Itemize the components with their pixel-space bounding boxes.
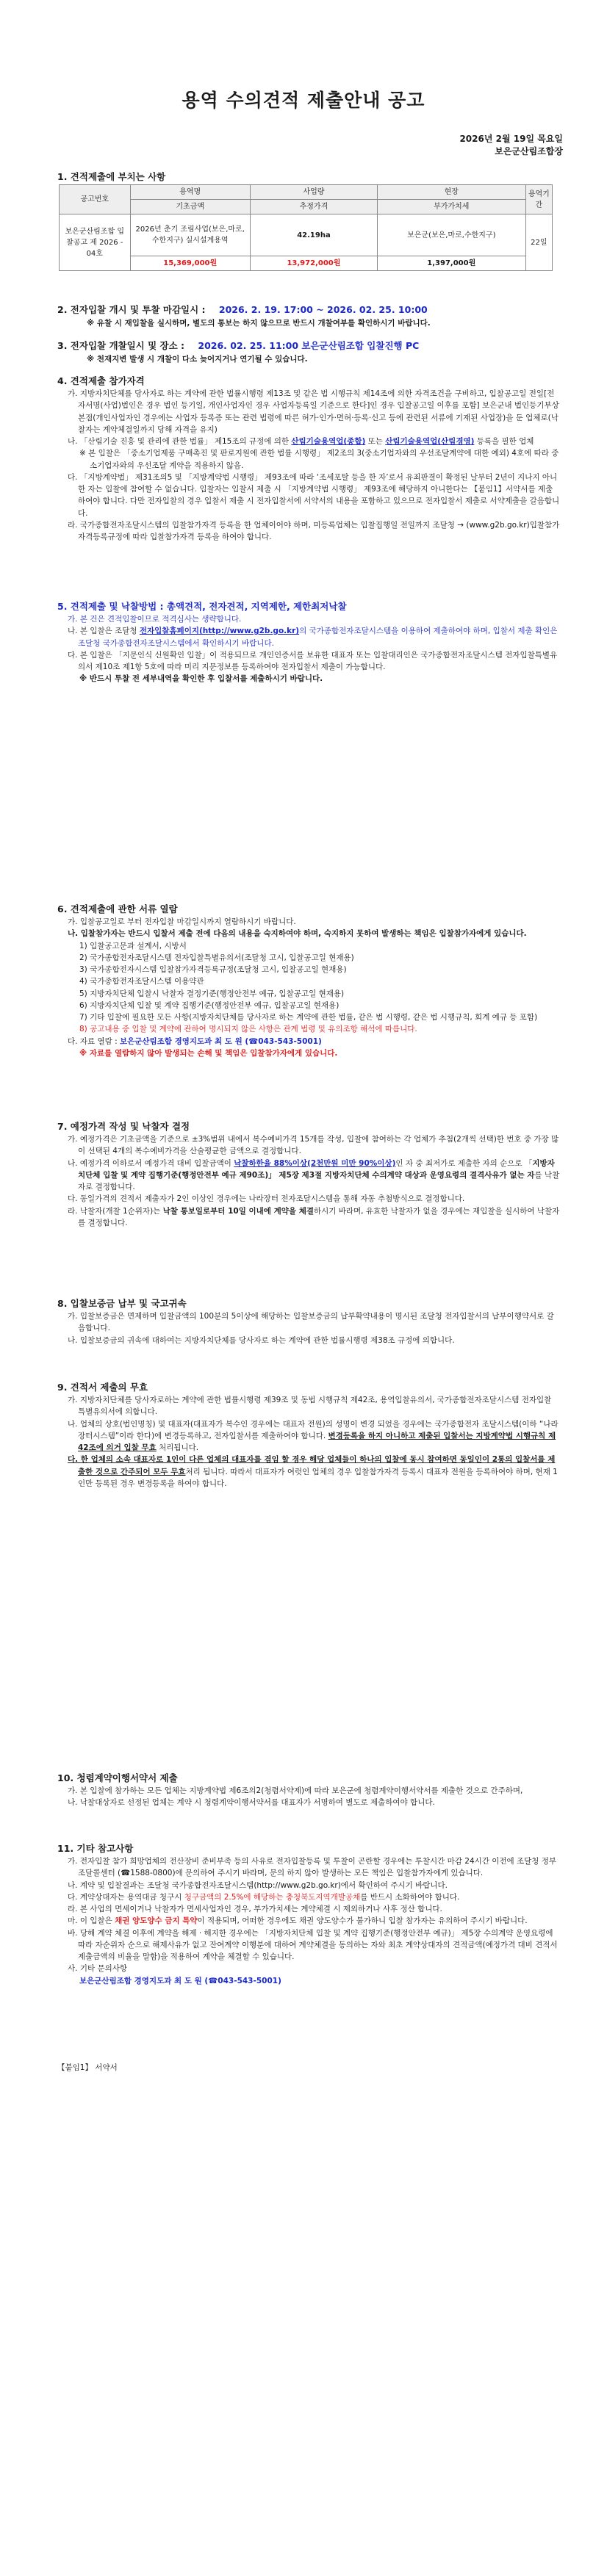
s4-item-ra: 라. 국가종합전자조달시스템의 입찰참가자격 등록을 한 업체이어야 하며, 미등록업체는 입찰집행일 전일까지 조달청 → (www.g2b.go.kr)입찰참가자격등록규정에 따라 입찰참가자격 등록을 하여야 합니다.: [68, 520, 560, 542]
s5-item-da: 다. 본 입찰은 「지문인식 신원확인 입찰」이 적용되므로 개인인증서를 보유한 대표자 또는 입찰대리인은 국가종합전자조달시스템 전자입찰특별유의서 제10조 제1항 5호에 따라 미리 지문정보를 등록하여야 전자입찰서 제출이 가능합니다.: [68, 650, 558, 672]
section-6-heading: 6. 견적제출에 관한 서류 열람: [57, 903, 178, 914]
cell-service-name: 2026년 춘기 조림사업(보은,마로,수한지구) 실시설계용역: [130, 214, 250, 256]
section-4-body: [68, 388, 560, 543]
opening-datetime-place: 2026. 02. 25. 11:00 보은군산림조합 입찰진행 PC: [198, 340, 420, 351]
s7-item-ga: 가. 예정가격은 기초금액을 기준으로 ±3%범위 내에서 복수예비가격 15개를 작성, 입찰에 참여하는 각 업체가 추첨(2개씩 선택)한 번호 중 가장 많이 선택된 4개의 복수예비가격을 산술평균한 금액으로 결정합니다.: [68, 1135, 559, 1156]
section-11-heading: 11. 기타 참고사항: [57, 1843, 134, 1854]
s4-note: ※ 본 입찰은 「중소기업제품 구매촉진 및 판로지원에 관한 법률 시행령」 제2조의 3(중소기업자와의 우선조달계약에 대한 예외) 4호에 따라 중소기업자와의 우선조달 계약을 적용하지 않음.: [79, 449, 559, 470]
section-6-body: [68, 916, 560, 1059]
s11-item-ga: 가. 전자입찰 참가 희망업체의 전산장비 준비부족 등의 사유로 전자입찰등록 및 투찰이 곤란할 경우에는 투찰시간 마감 24시간 이전에 조달청 정부조달콜센터 (☎1588-0800)에 문의하여 주시기 바라며, 문의 하지 않아 발생하는 모든 책임은 입찰참가자에게 있습니다.: [68, 1857, 557, 1878]
section-3: [57, 339, 419, 353]
s4-item-da: 다. 「지방계약법」 제31조의5 및 「지방계약법 시행령」 제93조에 따라 ‘조세포탈 등을 한 자’로서 유죄판결이 확정된 날부터 2년이 지나지 아니한 자는 입찰에 참여할 수 없습니다. 입찰자는 입찰서 제출 시 「지방계약법 시행령」 제93조에 해당하지 아니한다는 【붙임1】서약서를 제출하여야 합니다. 다만 전자입찰의 경우 입찰서 제출 시 전자입찰서에 서약서의 내용을 포함하고 있으므로 전자입찰서 제출로 서약제출을 갈음합니다.: [68, 472, 560, 518]
cell-volume: 42.19ha: [250, 214, 377, 256]
s8-item-na: 나. 입찰보증금의 귀속에 대하여는 지방자치단체를 당사자로 하는 계약에 관한 법률시행령 제38조 규정에 의합니다.: [68, 1335, 455, 1345]
cell-vat: 1,397,000원: [377, 256, 525, 271]
s5-item-ga: 가. 본 건은 견적입찰이므로 적격심사는 생략합니다.: [68, 615, 242, 624]
s11-item-ra: 라. 본 사업의 면세이거나 낙찰자가 면세사업자인 경우, 부가가치세는 계약체결 시 제외하거나 사후 정산 합니다.: [68, 1905, 442, 1914]
section-5-heading: 5. 견적제출 및 낙찰방법 : 총액견적, 전자견적, 지역제한, 제한최저낙찰: [57, 601, 347, 612]
header-site: 현장: [377, 185, 525, 200]
s11-item-sa: 사. 기타 문의사항: [68, 1964, 128, 1974]
section-11-body: [68, 1855, 560, 1987]
cell-estimated-price: 13,972,000원: [250, 256, 377, 271]
section-7-body: [68, 1133, 560, 1229]
section-8-heading: 8. 입찰보증금 납부 및 국고귀속: [57, 1298, 187, 1309]
notice-date: 2026년 2월 19일 목요일: [459, 134, 563, 144]
cell-site: 보은군(보은,마로,수한지구): [377, 214, 525, 256]
s9-item-na: 나. 업체의 상호(법인명칭) 및 대표자(대표자가 복수인 경우에는 대표자 전원)의 성명이 변경 되었을 경우에는 국가종합전자 조달시스템(이하 “나라장터시스템”이라 한다)에 변경등록하고, 전자입찰서를 제출하여야 합니다. 변경등록을 하지 아니하고 제출된 입찰서는 지방계약법 시행규칙 제42조에 의거 입찰 무효 처리됩니다.: [68, 1419, 558, 1453]
section-7-heading: 7. 예정가격 작성 및 낙찰자 결정: [57, 1121, 190, 1132]
s4-item-ga: 가. 지방자치단체를 당사자로 하는 계약에 관한 법률시행령 제13조 및 같은 법 시행규칙 제14조에 의한 자격조건을 구비하고, 입찰공고일 전일[전자서명(사업)법인은 경우 법인 등기일, 개인사업자인 경우 사업자등록일 기준으로 한다]인 경우 입찰공고일 이후를 포함] 보은군내 법인등기부상 본점(개인사업자인 경우에는 사업자 등록증 또는 관련 법령에 따른 허가·인가·면허·등록·신고 등에 관련된 서류에 기재된 사업장)을 둔 업체로(낙찰자는 계약체결일까지 당해 자격을 유지): [68, 389, 559, 434]
header-volume: 사업량: [250, 185, 377, 200]
attachment-label: 【붙임1】 서약서: [57, 2063, 118, 2072]
section-3-label: 3. 전자입찰 개찰일시 및 장소 :: [57, 340, 185, 351]
section-8-body: [68, 1310, 560, 1346]
header-estimated-price: 추정가격: [250, 200, 377, 214]
g2b-link[interactable]: 전자입찰홈페이지(http://www.g2b.go.kr): [139, 627, 300, 636]
page-title: 용역 수의견적 제출안내 공고: [182, 90, 425, 111]
s8-item-ga: 가. 입찰보증금은 면제하며 입찰금액의 100분의 5이상에 해당하는 입찰보증금의 납부확약내용이 명시된 조달청 전자입찰서의 납부이행약서로 갈음합니다.: [68, 1312, 554, 1333]
section-10-body: [68, 1785, 560, 1809]
section-4-heading: 4. 견적제출 참가자격: [57, 375, 145, 386]
bid-items-table: [59, 184, 553, 271]
header-period: 용역기간: [525, 185, 552, 214]
forestry-license-link-2: 산림기술용역업(산림경영): [385, 437, 475, 447]
s4-item-na: 나. 「산림기술 진흥 및 관리에 관한 법률」 제15조의 규정에 의한 산림기술용역업(종합) 또는 산림기술용역업(산림경영) 등록을 필한 업체: [68, 437, 534, 447]
s11-item-na: 나. 계약 및 입찰결과는 조달청 국가종합전자조달시스템(http://www.g2b.go.kr)에서 확인하여 주시기 바랍니다.: [68, 1880, 448, 1890]
section-1-heading: 1. 견적제출에 부치는 사항: [57, 171, 166, 182]
s7-item-na: 나. 예정가격 이하로서 예정가격 대비 입찰금액이 낙찰하한율 88%이상(2천만원 미만 90%이상)인 자 중 최저가로 제출한 자의 순으로 「지방자치단체 입찰 및 계약 집행기준(행정안전부 예규 제90조)」 제5장 제3절 지방자치단체 수의계약 대상과 운영요령의 결격사유가 없는 자를 낙찰자로 결정합니다.: [68, 1158, 560, 1192]
section-3-note: ※ 천재지변 발생 시 개찰이 다소 늦어지거나 연기될 수 있습니다.: [87, 355, 308, 364]
s6-item-na: 나. 입찰참가자는 반드시 입찰서 제출 전에 다음의 내용을 숙지하여야 하며, 숙지하지 못하여 발생하는 책임은 입찰참가자에게 있습니다.: [68, 929, 527, 939]
section-10-heading: 10. 청렴계약이행서약서 제출: [57, 1772, 178, 1783]
s11-item-ba: 바. 당해 계약 체결 이후에 계약을 해제 · 해지한 경우에는 「지방자치단체 입찰 및 계약 집행기준(행정안전부 예규)」 제5장 수의계약 운영요령에 따라 자순위자 순으로 해제사유가 없고 잔여계약 이행분에 대하여 계약체결을 동의하는 자와 최초 계약상대자의 견적금액(예정가격 대비 견적서 제출금액의 비율을 말함)을 적용하여 계약을 체결할 수 있습니다.: [68, 1928, 558, 1962]
s10-item-na: 나. 낙찰대상자로 선정된 업체는 계약 시 청렴계약이행서약서를 대표자가 서명하여 별도로 제출하여야 합니다.: [68, 1798, 435, 1808]
s6-list-6: 6) 지방자치단체 입찰 및 계약 집행기준(행정안전부 예규, 입찰공고일 현재용): [79, 1000, 340, 1010]
bid-period: 2026. 2. 19. 17:00 ~ 2026. 02. 25. 10:00: [218, 304, 428, 315]
header-vat: 부가가치세: [377, 200, 525, 214]
s6-list-2: 2) 국가종합전자조달시스템 전자입찰특별유의서(조달청 고시, 입찰공고일 현재용): [79, 953, 354, 962]
s6-list-8: 8) 공고내용 중 입찰 및 계약에 관하여 명시되지 않은 사항은 관계 법령 및 유의조항 해석에 따릅니다.: [79, 1025, 417, 1034]
s9-item-da: 다. 한 업체의 소속 대표자로 1인이 다른 업체의 대표자를 겸임 할 경우 해당 업체들이 하나의 입찰에 동시 참여하면 동일인이 2통의 입찰서를 제출한 것으로 간주되어 모두 무효처리 됩니다. 따라서 대표자가 여럿인 업체의 경우 입찰참가자격 등록시 대표자 전원을 등록하여야 하며, 현재 1인만 등록된 경우 변경등록을 하여야 합니다.: [68, 1455, 558, 1488]
s5-note: ※ 반드시 투찰 전 세부내역을 확인한 후 입찰서를 제출하시기 바랍니다.: [79, 674, 323, 684]
section-9-body: [68, 1394, 560, 1490]
s6-list-3: 3) 국가종합전자시스템 입찰참가자격등록규정(조달청 고시, 입찰공고일 현재용): [79, 965, 347, 975]
section-5-body: [68, 613, 560, 685]
section-2-label: 2. 전자입찰 개시 및 투찰 마감일시 :: [57, 304, 206, 315]
s9-item-ga: 가. 지방자치단체를 당사자로하는 계약에 관한 법률시행령 제39조 및 동법 시행규칙 제42조, 용역입찰유의서, 국가종합전자조달시스템 전자입찰 특별유의서에 의합니다.: [68, 1396, 552, 1417]
s11-item-ma: 마. 이 입찰은 채권 양도양수 금지 특약이 적용되며, 어떠한 경우에도 채권 양도양수가 불가하니 입찰 참가자는 유의하여 주시기 바랍니다.: [68, 1916, 528, 1926]
s7-item-ra: 라. 낙찰자(개찰 1순위자)는 낙찰 통보일로부터 10일 이내에 계약을 체결하시기 바라며, 유효한 낙찰자가 없을 경우에는 재입찰을 실시하여 낙찰자를 결정합니다.: [68, 1206, 560, 1227]
s6-item-ga: 가. 입찰공고일로 부터 전자입찰 마감일시까지 열람하시기 바랍니다.: [68, 917, 296, 926]
cell-period: 22일: [525, 214, 552, 271]
s6-item-da: 다. 자료 열람 : 보은군산림조합 경영지도과 최 도 원 (☎043-543-5001): [68, 1036, 322, 1046]
s10-item-ga: 가. 본 입찰에 참가하는 모든 업체는 지방계약법 제6조의2(청렴서약제)에 따라 보은군에 청렴계약이행서약서를 제출한 것으로 간주하며,: [68, 1786, 523, 1795]
forestry-license-link-1: 산림기술용역업(종합): [291, 437, 366, 447]
header-base-amount: 기초금액: [130, 200, 250, 214]
s6-list-1: 1) 입찰공고문과 설계서, 시방서: [79, 941, 187, 950]
section-2-note: ※ 유찰 시 재입찰을 실시하며, 별도의 통보는 하지 않으므로 반드시 개찰여부를 확인하시기 바랍니다.: [87, 319, 431, 328]
s6-list-7: 7) 기타 입찰에 필요한 모든 사항(지방자치단체를 당사자로 하는 계약에 관한 법률, 같은 법 시행령, 같은 법 시행규칙, 회계 예규 등 포함): [79, 1013, 538, 1022]
s6-list-4: 4) 국가종합전자조달시스템 이용약관: [79, 977, 204, 986]
cell-base-amount: 15,369,000원: [130, 256, 250, 271]
s11-contact: 보은군산림조합 경영지도과 최 도 원 (☎043-543-5001): [79, 1976, 281, 1985]
s6-contact: 보은군산림조합 경영지도과 최 도 원 (☎043-543-5001): [119, 1036, 322, 1046]
s5-item-na: 나. 본 입찰은 조달청 전자입찰홈페이지(http://www.g2b.go.kr)의 국가종합전자조달시스템을 이용하여 제출하여야 하며, 입찰서 제출 확인은 조달청 국가종합전자조달시스템에서 확인하시기 바랍니다.: [68, 627, 558, 648]
s11-item-da: 다. 계약상대자는 용역대금 청구시 청구금액의 2.5%에 해당하는 충청북도지역개발공채를 반드시 소화하여야 합니다.: [68, 1892, 460, 1902]
issuer-name: 보은군산림조합장: [495, 146, 563, 156]
s6-note: ※ 자료를 열람하지 않아 발생되는 손해 및 책임은 입찰참가자에게 있습니다.: [79, 1048, 338, 1058]
header-service-name: 용역명: [130, 185, 250, 200]
s6-list-5: 5) 지방자치단체 입찰시 낙찰자 결정기준(행정안전부 예규, 입찰공고일 현재용): [79, 989, 345, 998]
section-2: [57, 303, 428, 317]
section-9-heading: 9. 견적서 제출의 무효: [57, 1382, 148, 1393]
cell-notice-no: 보은군산림조합 입찰공고 제 2026 - 04호: [60, 214, 131, 271]
s7-item-da: 다. 동일가격의 견적서 제출자가 2인 이상인 경우에는 나라장터 전자조달시스템을 통해 자동 추첨방식으로 결정합니다.: [68, 1194, 465, 1204]
header-notice-no: 공고번호: [60, 185, 131, 214]
